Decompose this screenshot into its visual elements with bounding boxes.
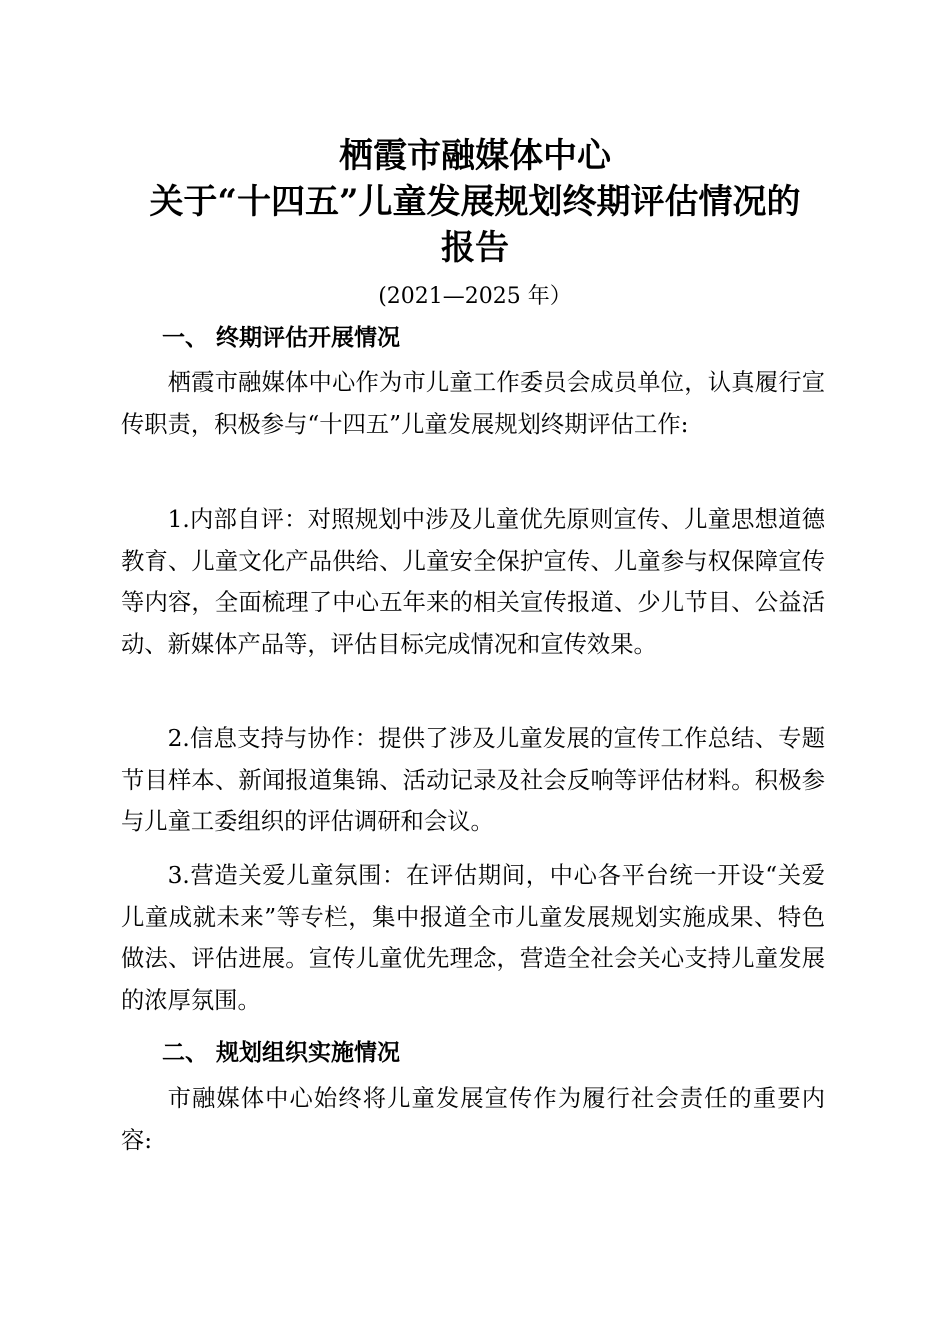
section-2-intro: 市融媒体中心始终将儿童发展宣传作为履行社会责任的重要内容: xyxy=(121,1085,825,1154)
section-1-heading: 一、 终期评估开展情况 xyxy=(162,325,401,351)
section-1-intro: 栖霞市融媒体中心作为市儿童工作委员会成员单位，认真履行宣传职责，积极参与“十四五”儿童发展规划终期评估工作: xyxy=(121,369,825,438)
section-1-item-2: 2.信息支持与协作：提供了涉及儿童发展的宣传工作总结、专题节目样本、新闻报道集锦、活动记录及社会反响等评估材料。积极参与儿童工委组织的评估调研和会议。 xyxy=(121,725,825,835)
document-title-line-3: 报告 xyxy=(441,228,509,268)
section-1-item-1: 1.内部自评：对照规划中涉及儿童优先原则宣传、儿童思想道德教育、儿童文化产品供给、儿童安全保护宣传、儿童参与权保障宣传等内容，全面梳理了中心五年来的相关宣传报道、少儿节目、公益活动、新媒体产品等，评估目标完成情况和宣传效果。 xyxy=(121,506,825,658)
section-2-heading: 二、 规划组织实施情况 xyxy=(162,1040,401,1066)
document-title-line-1: 栖霞市融媒体中心 xyxy=(339,136,611,176)
document-title-line-2: 关于“十四五”儿童发展规划终期评估情况的 xyxy=(149,182,801,222)
section-1-item-3: 3.营造关爱儿童氛围：在评估期间，中心各平台统一开设“关爱儿童成就未来”等专栏，集中报道全市儿童发展规划实施成果、特色做法、评估进展。宣传儿童优先理念，营造全社会关心支持儿童发展的浓厚氛围。 xyxy=(121,862,825,1014)
document-period: (2021—2025 年） xyxy=(378,284,572,309)
